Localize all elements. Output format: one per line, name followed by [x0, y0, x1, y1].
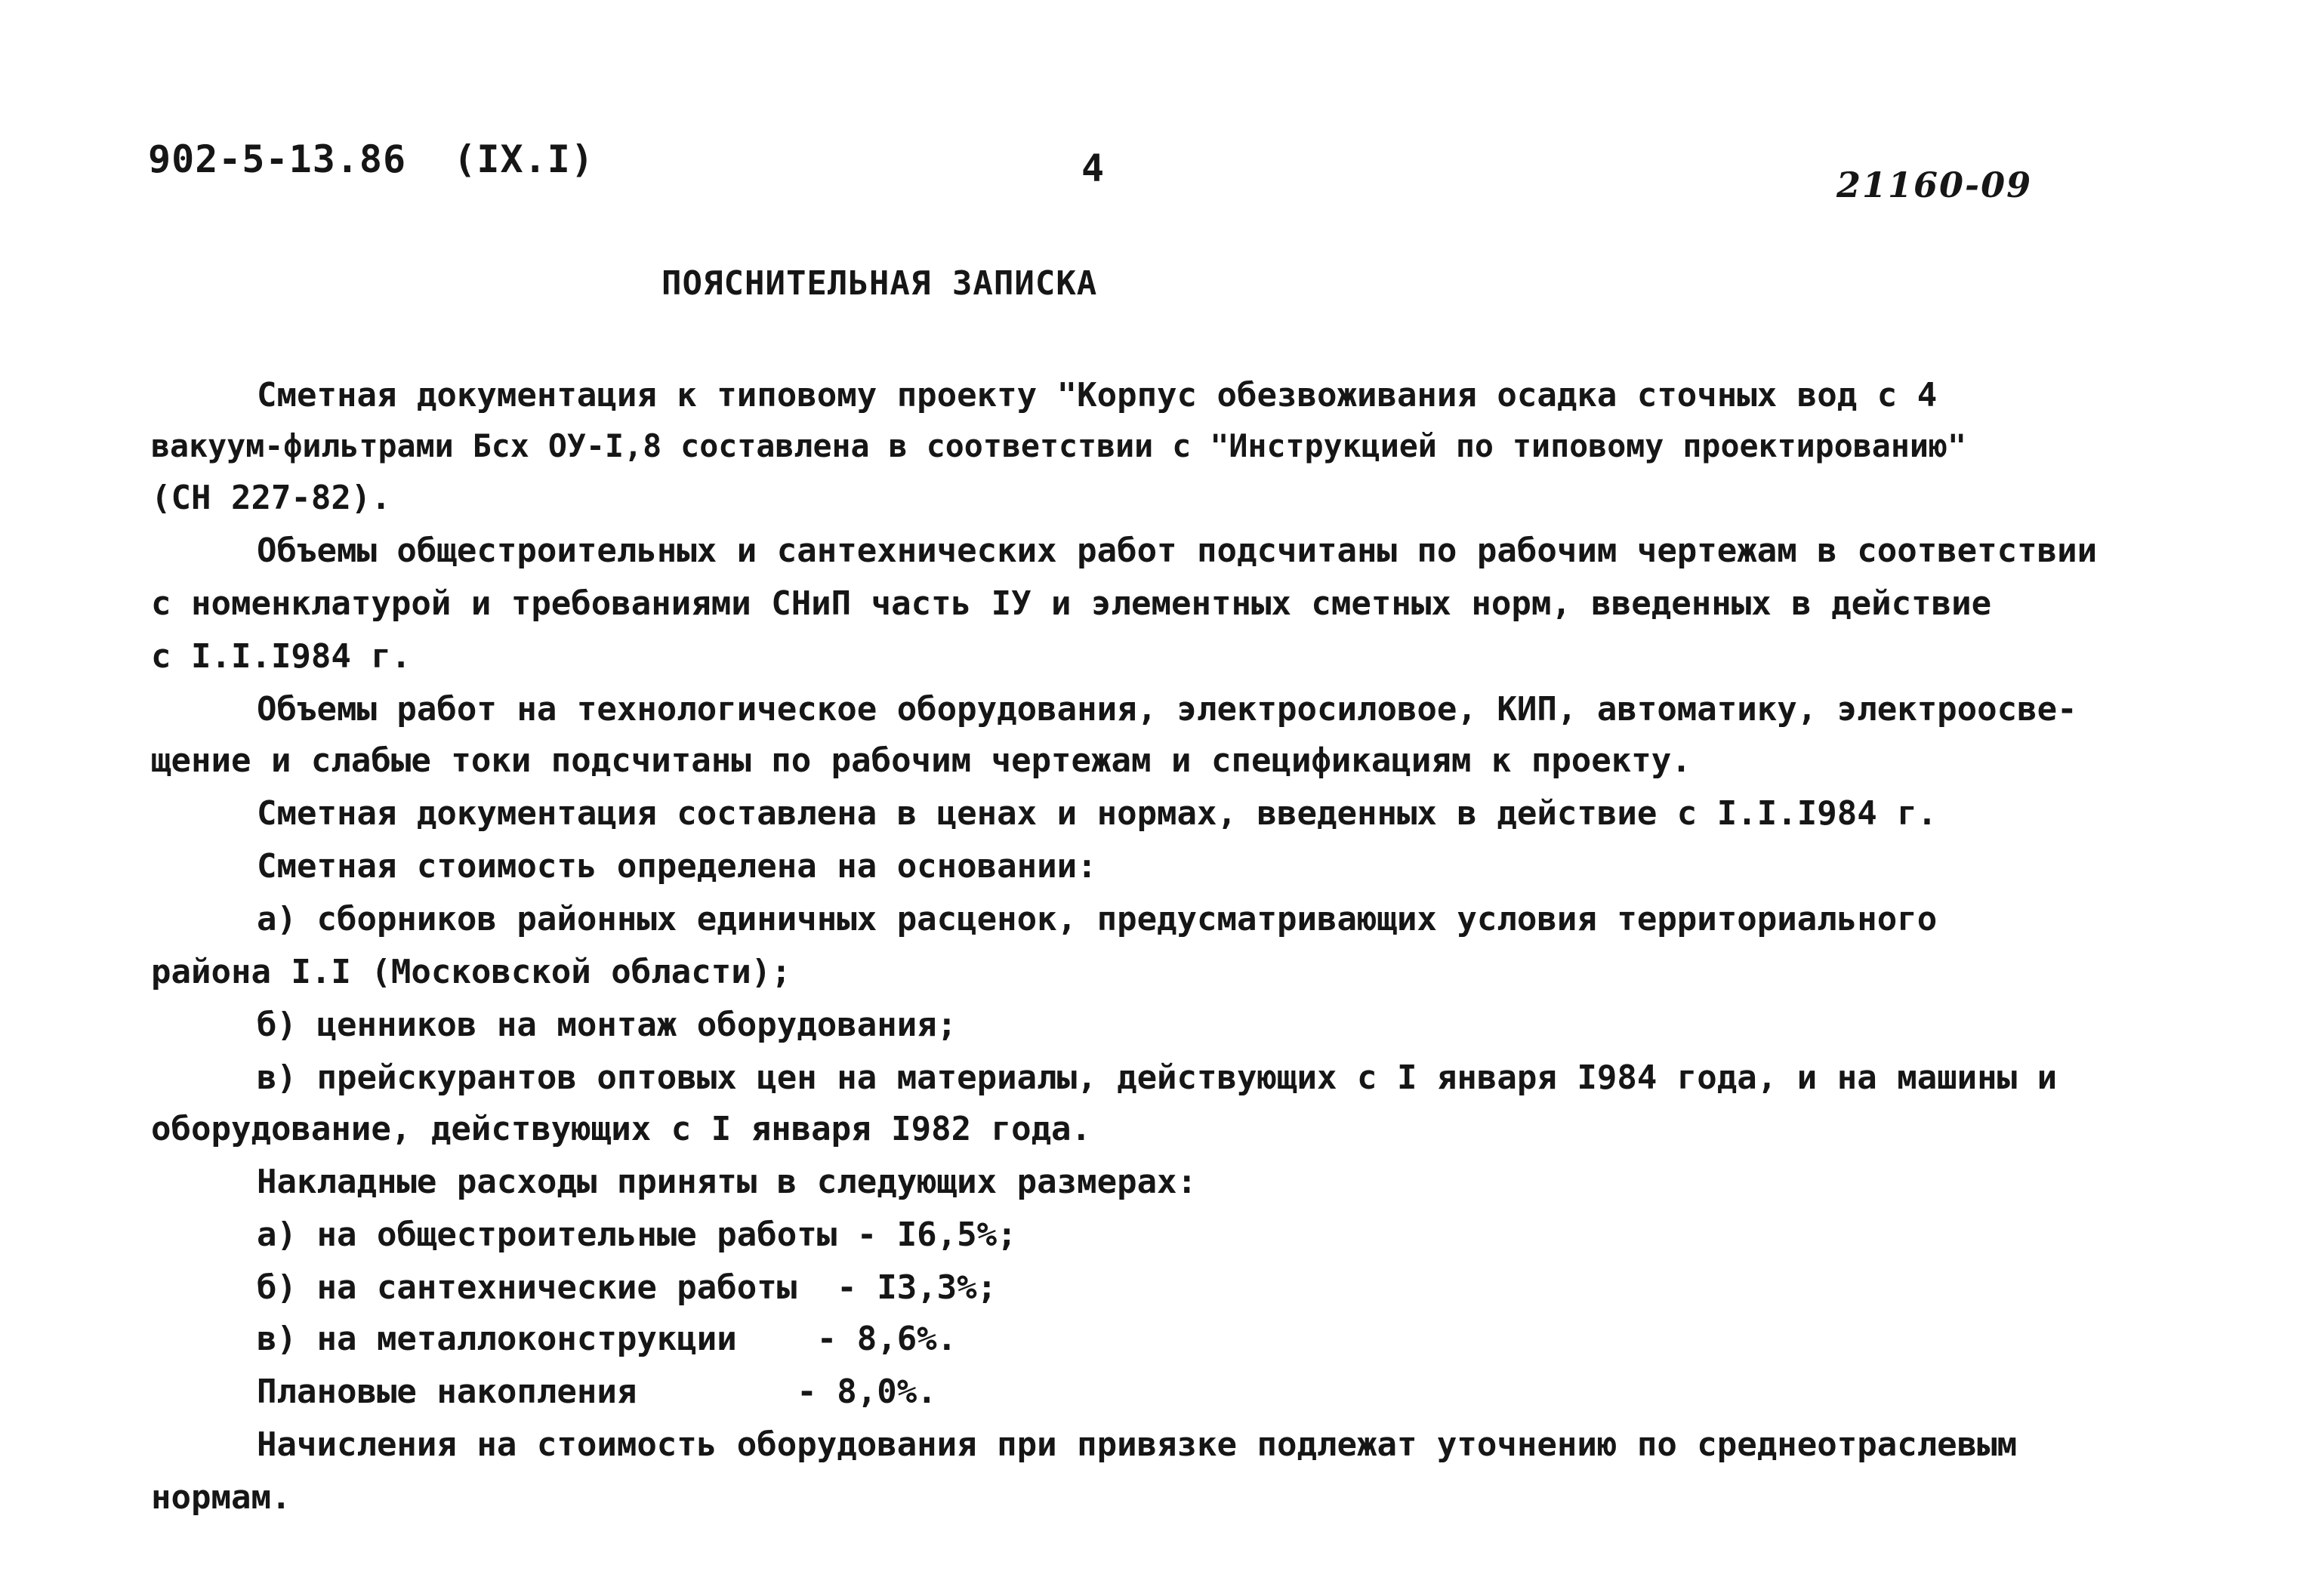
- list-item: а) сборников районных единичных расценок, предусматривающих условия территориального: [257, 900, 1938, 938]
- paragraph-line: вакуум-фильтрами Бсх ОУ-I,8 составлена в соответствии с "Инструкцией по типовому проектированию": [151, 427, 1966, 464]
- list-item-continuation: оборудование, действующих с I января I982 года.: [151, 1110, 1092, 1148]
- paragraph-line: Объемы общестроительных и сантехнических работ подсчитаны по рабочим чертежам в соответствии: [257, 531, 2098, 570]
- paragraph-line: Сметная стоимость определена на основании:: [257, 847, 1097, 886]
- document-code: 902-5-13.86 (IX.I): [148, 137, 594, 181]
- paragraph-line: с номенклатурой и требованиями СНиП часть IУ и элементных сметных норм, введенных в действие: [151, 584, 1992, 623]
- list-item-continuation: района I.I (Московской области);: [151, 953, 791, 991]
- list-item: а) на общестроительные работы - I6,5%;: [257, 1215, 1017, 1254]
- paragraph-line: Накладные расходы приняты в следующих размерах:: [257, 1163, 1198, 1201]
- paragraph-line: нормам.: [151, 1478, 291, 1517]
- list-item: б) ценников на монтаж оборудования;: [257, 1006, 958, 1044]
- paragraph-line: Сметная документация составлена в ценах и нормах, введенных в действие с I.I.I984 г.: [257, 794, 1938, 833]
- paragraph-line: Сметная документация к типовому проекту "Корпус обезвоживания осадка сточных вод с 4: [257, 376, 1938, 414]
- handwritten-code: 21160-09: [1836, 165, 2033, 205]
- document-title: ПОЯСНИТЕЛЬНАЯ ЗАПИСКА: [661, 264, 1098, 303]
- paragraph-line: щение и слабые токи подсчитаны по рабочим чертежам и спецификациям к проекту.: [151, 741, 1691, 780]
- list-item: в) прейскурантов оптовых цен на материалы, действующих с I января I984 года, и на машины и: [257, 1058, 2058, 1097]
- paragraph-line: Объемы работ на технологическое оборудования, электросиловое, КИП, автоматику, электроосве-: [257, 690, 2077, 729]
- paragraph-line: (СН 227-82).: [151, 479, 391, 517]
- page-number: 4: [1081, 146, 1105, 190]
- paragraph-line: с I.I.I984 г.: [151, 637, 412, 676]
- list-item: б) на сантехнические работы - I3,3%;: [257, 1268, 998, 1307]
- paragraph-line: Начисления на стоимость оборудования при привязке подлежат уточнению по среднеотраслевым: [257, 1425, 2018, 1464]
- paragraph-line: Плановые накопления - 8,0%.: [257, 1373, 937, 1411]
- list-item: в) на металлоконструкции - 8,6%.: [257, 1320, 958, 1358]
